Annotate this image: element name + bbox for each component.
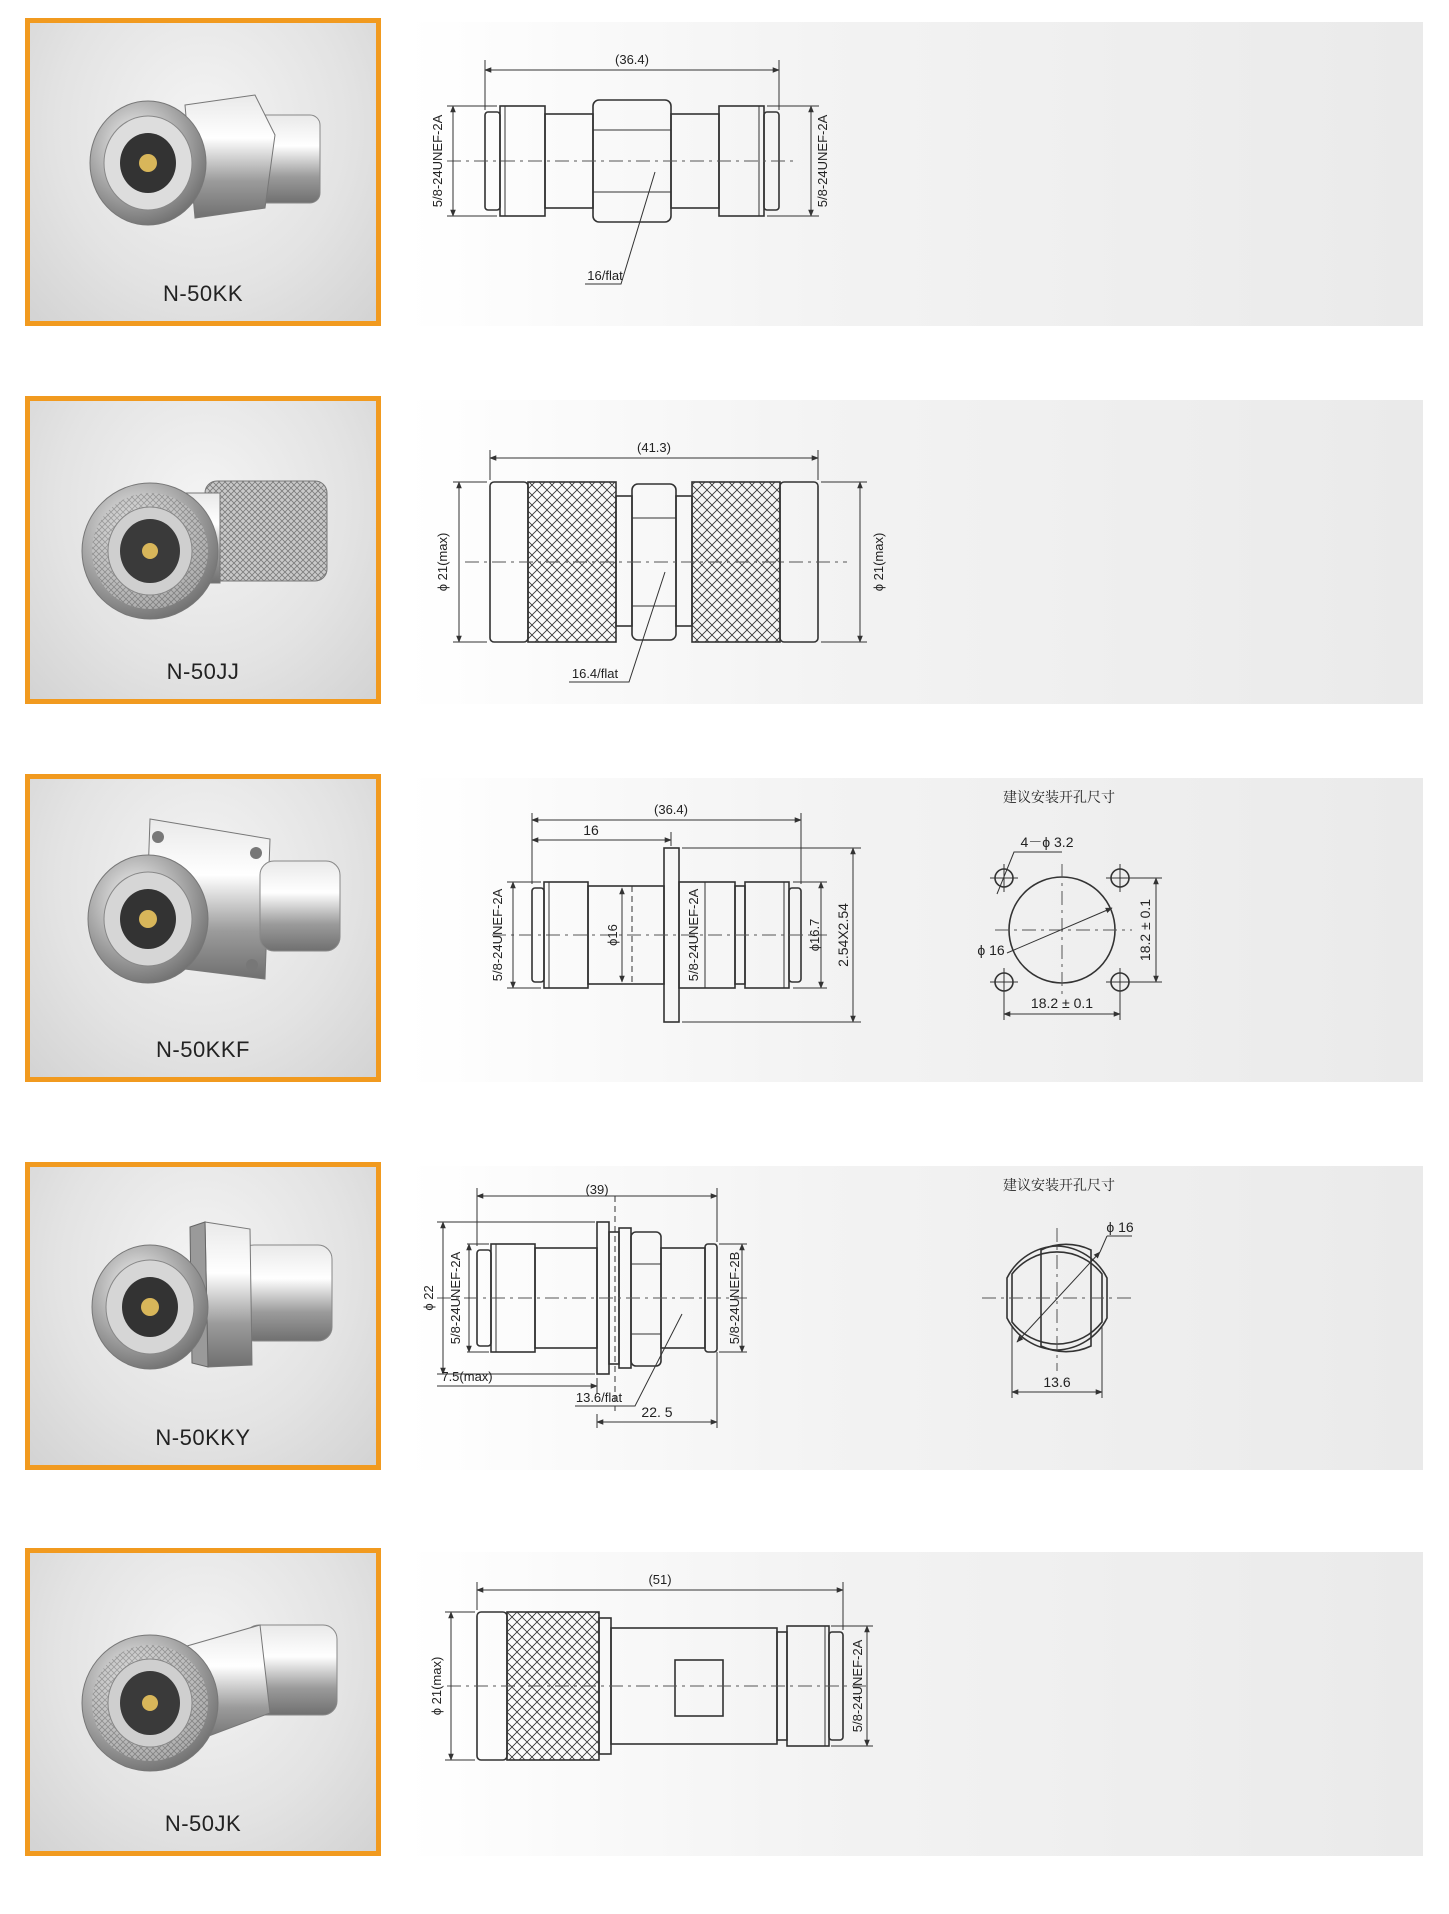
- cutout-holes-label: 4－ϕ 3.2: [1020, 834, 1074, 850]
- n-50jj-dimension-drawing: [407, 400, 1423, 704]
- dim-inner-dia-label: ϕ16: [605, 924, 620, 946]
- cutout-title: 建议安装开孔尺寸: [1003, 1177, 1115, 1193]
- dimension-drawing-panel: [407, 22, 1423, 326]
- dim-body-dia-label: ϕ16.7: [807, 918, 822, 952]
- dim-thread-left-label: 5/8-24UNEF-2A: [448, 1251, 463, 1345]
- dimension-drawing-panel: [407, 1552, 1423, 1856]
- product-row-n-50kk: [0, 18, 1449, 336]
- n-50kkf-photo: [30, 779, 376, 1077]
- product-photo-frame: [25, 774, 381, 1082]
- product-photo-frame: [25, 18, 381, 326]
- n-50kkf-dimension-drawing: [407, 778, 1423, 1082]
- dim-dia-right-label: ϕ 21(max): [871, 532, 886, 592]
- dimension-drawing-panel: [407, 400, 1423, 704]
- dim-flange-pos-label: 16: [583, 822, 599, 838]
- cutout-pitch-v-label: 18.2 ± 0.1: [1137, 898, 1153, 962]
- model-label: N-50KK: [162, 281, 244, 306]
- product-photo-frame: [25, 1162, 381, 1470]
- dim-overall-label: (36.4): [654, 802, 688, 817]
- cutout-hole-dia-label: ϕ 16: [1106, 1219, 1134, 1235]
- dim-overall-label: (36.4): [615, 52, 649, 67]
- n-50kk-dimension-drawing: [407, 22, 1423, 326]
- dim-length-label: 22. 5: [641, 1404, 673, 1420]
- model-label: N-50KKF: [156, 1037, 250, 1062]
- dim-overall-label: (39): [585, 1182, 609, 1197]
- dim-thread-right-label: 5/8-24UNEF-2A: [686, 888, 701, 982]
- dim-thread-right-label: 5/8-24UNEF-2B: [727, 1251, 742, 1345]
- dimension-drawing-panel: [407, 778, 1423, 1082]
- dim-thread-right-label: 5/8-24UNEF-2A: [850, 1639, 865, 1733]
- dim-flange-size-label: 2.54X2.54: [835, 903, 851, 967]
- dim-flat-label: 16/flat: [587, 268, 623, 283]
- cutout-title: 建议安装开孔尺寸: [1003, 789, 1115, 805]
- product-row-n-50kky: [0, 1162, 1449, 1480]
- dim-thread-left-label: 5/8-24UNEF-2A: [490, 888, 505, 982]
- n-50kk-photo: [30, 23, 376, 321]
- model-label: N-50KKY: [155, 1425, 251, 1450]
- n-50jk-dimension-drawing: [407, 1552, 1423, 1856]
- dim-overall-label: (51): [648, 1572, 672, 1587]
- dim-overall-label: (41.3): [637, 440, 671, 455]
- model-label: N-50JK: [164, 1811, 242, 1836]
- product-row-n-50kkf: [0, 774, 1449, 1092]
- dim-panel-max-label: 7.5(max): [441, 1369, 493, 1384]
- dim-flat-label: 16.4/flat: [571, 666, 619, 681]
- dim-dia-left-label: ϕ 21(max): [435, 532, 450, 592]
- product-row-n-50jj: [0, 396, 1449, 714]
- dimension-drawing-panel: [407, 1166, 1423, 1470]
- dim-dia-label: ϕ 22: [421, 1285, 436, 1311]
- n-50kky-dimension-drawing: [407, 1166, 1423, 1470]
- model-label: N-50JJ: [166, 659, 240, 684]
- product-row-n-50jk: [0, 1548, 1449, 1866]
- cutout-pitch-h-label: 18.2 ± 0.1: [1030, 995, 1094, 1011]
- dim-flat-label: 13.6/flat: [575, 1390, 623, 1405]
- n-50jj-photo: [30, 401, 376, 699]
- dim-dia-label: ϕ 21(max): [429, 1656, 444, 1716]
- dim-thread-left-label: 5/8-24UNEF-2A: [430, 114, 445, 208]
- n-50jk-photo: [30, 1553, 376, 1851]
- n-50kky-photo: [30, 1167, 376, 1465]
- cutout-hole-dia-label: ϕ 16: [977, 942, 1005, 958]
- dim-thread-right-label: 5/8-24UNEF-2A: [815, 114, 830, 208]
- cutout-flat-width-label: 13.6: [1043, 1374, 1071, 1390]
- product-photo-frame: [25, 1548, 381, 1856]
- product-photo-frame: [25, 396, 381, 704]
